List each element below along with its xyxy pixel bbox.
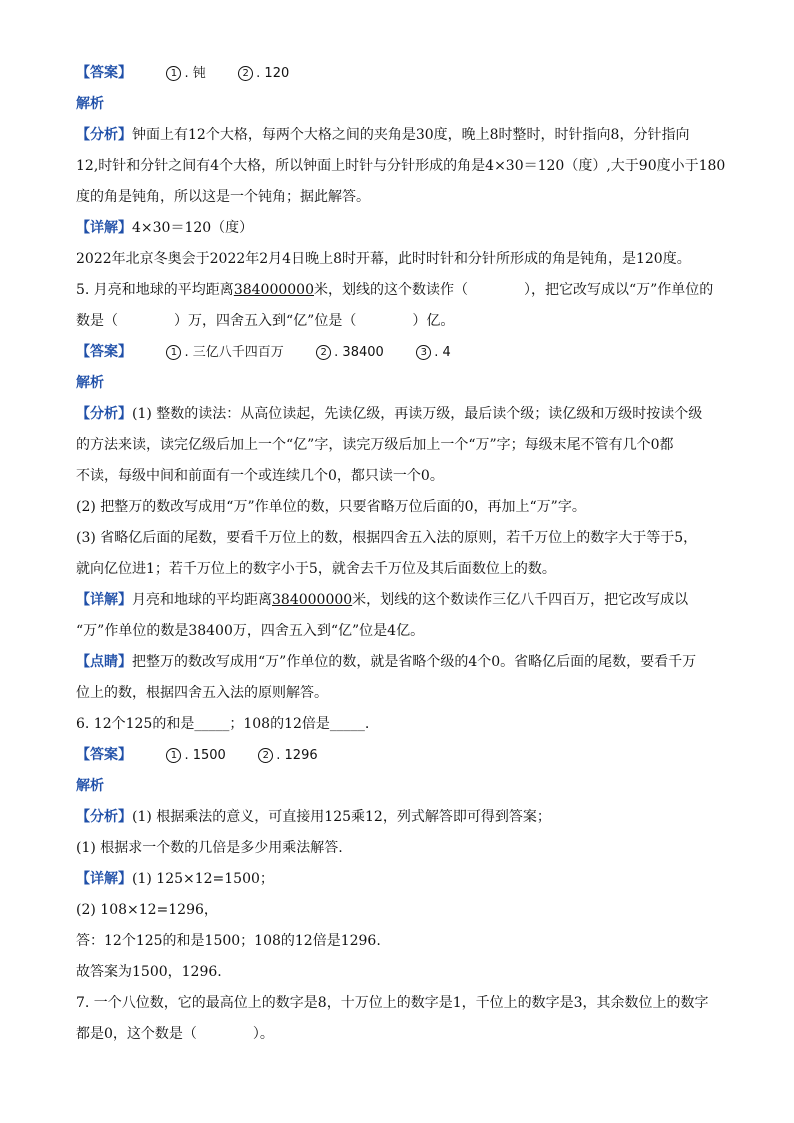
analysis-text: 12,时针和分针之间有4个大格，所以钟面上时针与分针形成的角是4×30＝120（度）,大于90度小于180 xyxy=(76,158,726,174)
detail-text: “万”作单位的数是38400万，四舍五入到“亿”位是4亿。 xyxy=(76,623,425,639)
tip-text: 位上的数，根据四舍五入法的原则解答。 xyxy=(76,685,328,701)
question-5: 5. 月亮和地球的平均距离384000000米，划线的这个数读作（ ），把它改写成以“万”作单位的 xyxy=(76,282,714,298)
analysis-text: 就向亿位进1；若千万位上的数字小于5，就舍去千万位及其后面数位上的数。 xyxy=(76,561,556,577)
document-page xyxy=(76,58,726,1050)
analysis-text: (3) 省略亿后面的尾数，要看千万位上的数，根据四舍五入法的原则，若千万位上的数字大于等于5， xyxy=(76,530,698,546)
answer-item: 2 . 38400 xyxy=(316,337,384,368)
analysis-text: 的方法来读，读完亿级后加上一个“亿”字，读完万级后加上一个“万”字；每级末尾不管有几个0都 xyxy=(76,437,674,453)
question-7-line2: 都是0，这个数是（ ）。 xyxy=(76,1026,274,1042)
analysis-text: 度的角是钝角，所以这是一个钝角；据此解答。 xyxy=(76,189,370,205)
analysis-text: 【分析】(1) 根据乘法的意义，可直接用125乘12，列式解答即可得到答案； xyxy=(76,809,551,825)
question-6: 6. 12个125的和是_____；108的12倍是_____. xyxy=(76,716,370,732)
answer-row xyxy=(76,58,726,89)
tip-text: 【点睛】把整万的数改写成用“万”作单位的数，就是省略个级的4个0。省略亿后面的尾数，要看千万 xyxy=(76,654,697,670)
answer-statement: 答：12个125的和是1500；108的12倍是1296. xyxy=(76,933,381,949)
answer-item: 1 . 钝 xyxy=(166,58,205,89)
detail-text: 【详解】(1) 125×12=1500； xyxy=(76,871,274,887)
answer-row: 【答案】 1 . 三亿八千四百万 2 . 38400 3 . 4 xyxy=(76,337,726,368)
answer-label: 【答案】 xyxy=(76,65,132,81)
question-5-line2: 数是（ ）万，四舍五入到“亿”位是（ ）亿。 xyxy=(76,313,455,329)
answer-row: 【答案】 1 . 1500 2 . 1296 xyxy=(76,740,726,771)
detail-text: 【详解】4×30＝120（度） xyxy=(76,220,254,236)
question-7: 7. 一个八位数，它的最高位上的数字是8，十万位上的数字是1，千位上的数字是3，其余数位上的数字 xyxy=(76,995,709,1011)
analysis-heading: 解析 xyxy=(76,375,104,391)
detail-text: 【详解】月亮和地球的平均距离384000000米，划线的这个数读作三亿八千四百万，把它改写成以 xyxy=(76,592,689,608)
analysis-text: 【分析】(1) 整数的读法：从高位读起，先读亿级，再读万级，最后读个级；读亿级和万级时按读个级 xyxy=(76,406,703,422)
analysis-text: (1) 根据求一个数的几倍是多少用乘法解答. xyxy=(76,840,343,856)
analysis-text: 【分析】钟面上有12个大格，每两个大格之间的夹角是30度，晚上8时整时，时针指向8，分针指向 xyxy=(76,127,690,143)
analysis-heading: 解析 xyxy=(76,96,104,112)
answer-item: 1 . 三亿八千四百万 xyxy=(166,337,283,368)
analysis-heading: 解析 xyxy=(76,778,104,794)
answer-item: 3 . 4 xyxy=(416,337,451,368)
detail-extra: 2022年北京冬奥会于2022年2月4日晚上8时开幕，此时时针和分针所形成的角是钝角，是120度。 xyxy=(76,251,691,267)
detail-text: (2) 108×12=1296， xyxy=(76,902,218,918)
answer-item: 2 . 120 xyxy=(238,58,289,89)
analysis-text: (2) 把整万的数改写成用“万”作单位的数，只要省略万位后面的0，再加上“万”字。 xyxy=(76,499,586,515)
answer-conclusion: 故答案为1500，1296. xyxy=(76,964,222,980)
answer-item: 2 . 1296 xyxy=(258,740,317,771)
analysis-text: 不读，每级中间和前面有一个或连续几个0，都只读一个0。 xyxy=(76,468,444,484)
answer-item: 1 . 1500 xyxy=(166,740,225,771)
